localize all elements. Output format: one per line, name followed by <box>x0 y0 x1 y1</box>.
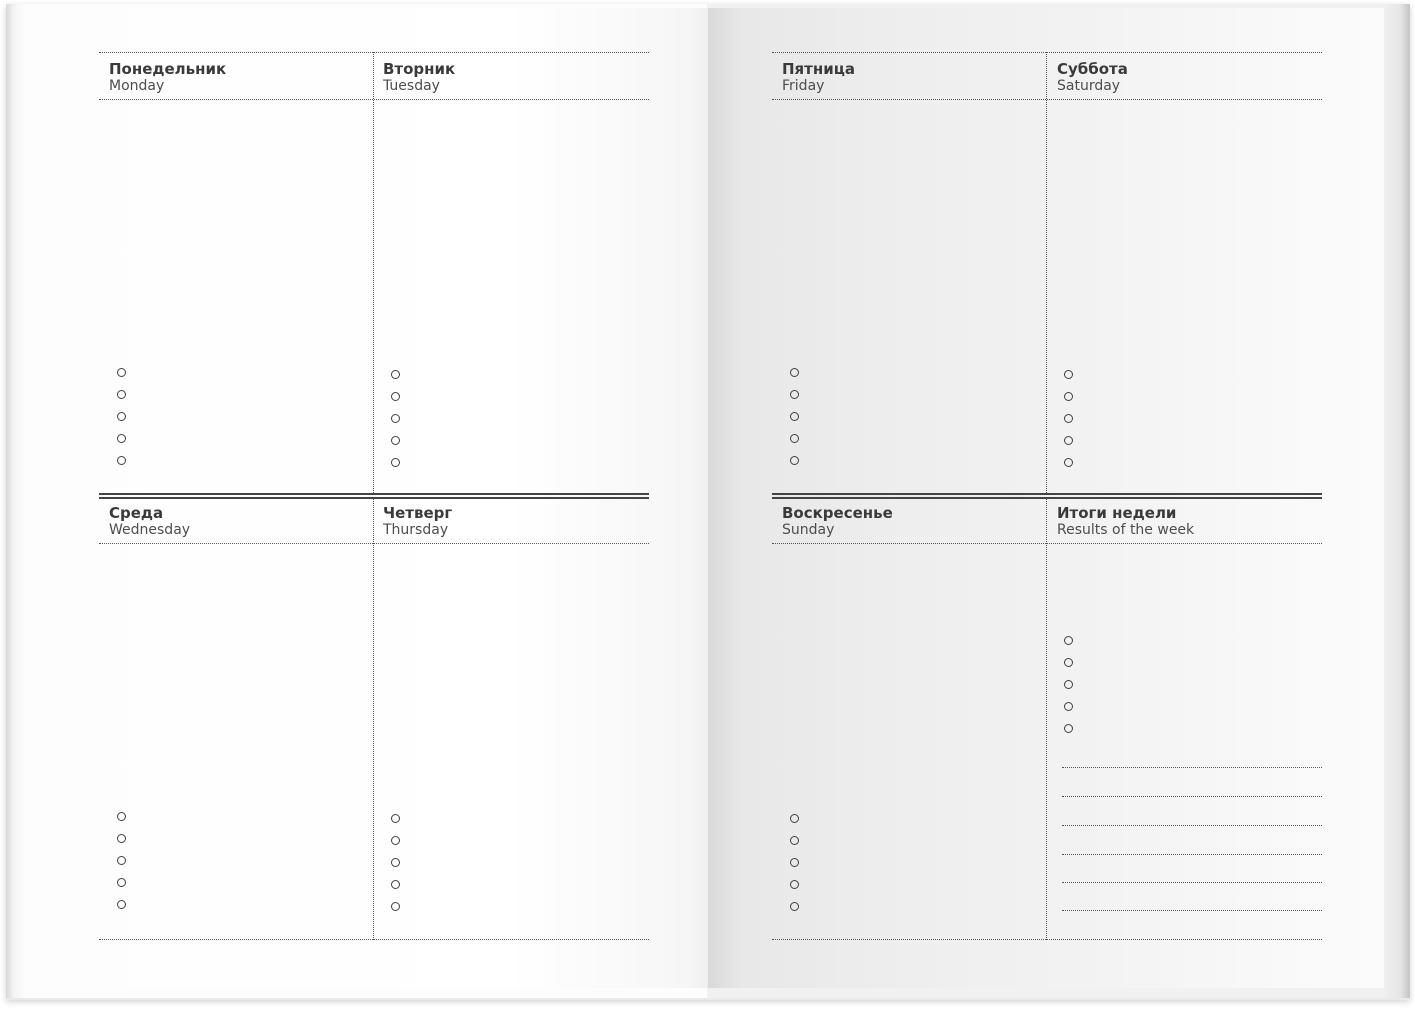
checkbox-circle[interactable] <box>391 880 400 889</box>
checkbox-circle[interactable] <box>1064 702 1073 711</box>
checkbox-circle[interactable] <box>1064 370 1073 379</box>
checkbox-circle[interactable] <box>1064 458 1073 467</box>
checkbox-circle[interactable] <box>117 900 126 909</box>
day-name-ru: Пятница <box>782 60 855 78</box>
column-divider <box>1046 52 1047 495</box>
checkbox-circle[interactable] <box>391 458 400 467</box>
header-dotted-rule <box>772 543 1322 544</box>
checkbox-circle[interactable] <box>391 902 400 911</box>
checkbox-circle[interactable] <box>790 836 799 845</box>
cell-header-sunday <box>782 504 893 539</box>
checkbox-circle[interactable] <box>117 368 126 377</box>
column-divider <box>373 499 374 940</box>
checkbox-circle[interactable] <box>117 856 126 865</box>
checkbox-circle[interactable] <box>790 858 799 867</box>
cell-header-saturday <box>1057 60 1128 95</box>
day-name-ru: Воскресенье <box>782 504 893 522</box>
top-dotted-rule <box>772 52 1322 53</box>
checkbox-circle[interactable] <box>1064 658 1073 667</box>
checkbox-circle[interactable] <box>117 412 126 421</box>
day-name-ru: Суббота <box>1057 60 1128 78</box>
cell-header-tuesday <box>383 60 455 95</box>
checkbox-circle[interactable] <box>790 456 799 465</box>
bottom-dotted-rule <box>772 939 1322 940</box>
checkbox-circle[interactable] <box>391 858 400 867</box>
checkbox-circle[interactable] <box>117 434 126 443</box>
checkbox-circle[interactable] <box>790 434 799 443</box>
checkbox-circle[interactable] <box>117 812 126 821</box>
day-name-ru: Среда <box>109 504 164 522</box>
left-week-grid <box>99 50 649 942</box>
day-name-en: Sunday <box>782 522 835 538</box>
notes-line[interactable] <box>1062 825 1322 826</box>
day-name-ru: Итоги недели <box>1057 504 1177 522</box>
checkbox-circle[interactable] <box>1064 724 1073 733</box>
checkbox-circle[interactable] <box>391 370 400 379</box>
cell-header-week-results <box>1057 504 1194 539</box>
cell-header-friday <box>782 60 855 95</box>
checkbox-circle[interactable] <box>1064 392 1073 401</box>
cell-header-monday <box>109 60 226 95</box>
day-name-en: Friday <box>782 78 825 94</box>
checkbox-circle[interactable] <box>790 368 799 377</box>
checkbox-circle[interactable] <box>391 836 400 845</box>
day-name-en: Tuesday <box>383 78 440 94</box>
checkbox-circle[interactable] <box>117 878 126 887</box>
checkbox-circle[interactable] <box>790 412 799 421</box>
checkbox-circle[interactable] <box>790 902 799 911</box>
checkbox-circle[interactable] <box>117 834 126 843</box>
header-dotted-rule <box>772 99 1322 100</box>
column-divider <box>1046 499 1047 940</box>
top-dotted-rule <box>99 52 649 53</box>
header-dotted-rule <box>99 543 649 544</box>
day-name-ru: Вторник <box>383 60 456 78</box>
mid-double-rule <box>99 493 649 499</box>
day-name-en: Saturday <box>1057 78 1121 94</box>
checkbox-circle[interactable] <box>117 390 126 399</box>
checkbox-circle[interactable] <box>790 390 799 399</box>
day-name-en: Monday <box>109 78 165 94</box>
column-divider <box>373 52 374 495</box>
checkbox-circle[interactable] <box>790 880 799 889</box>
notes-line[interactable] <box>1062 796 1322 797</box>
day-name-ru: Четверг <box>383 504 453 522</box>
notes-line[interactable] <box>1062 767 1322 768</box>
checkbox-circle[interactable] <box>790 814 799 823</box>
checkbox-circle[interactable] <box>117 456 126 465</box>
mid-double-rule <box>772 493 1322 499</box>
checkbox-circle[interactable] <box>1064 436 1073 445</box>
header-dotted-rule <box>99 99 649 100</box>
day-name-ru: Понедельник <box>109 60 227 78</box>
day-name-en: Thursday <box>383 522 449 538</box>
checkbox-circle[interactable] <box>1064 680 1073 689</box>
day-name-en: Results of the week <box>1057 522 1195 538</box>
day-name-en: Wednesday <box>109 522 191 538</box>
right-week-grid <box>772 50 1322 942</box>
notes-line[interactable] <box>1062 854 1322 855</box>
checkbox-circle[interactable] <box>391 414 400 423</box>
bottom-dotted-rule <box>99 939 649 940</box>
checkbox-circle[interactable] <box>391 814 400 823</box>
checkbox-circle[interactable] <box>1064 414 1073 423</box>
checkbox-circle[interactable] <box>391 392 400 401</box>
checkbox-circle[interactable] <box>391 436 400 445</box>
cell-header-thursday <box>383 504 452 539</box>
notes-line[interactable] <box>1062 910 1322 911</box>
notes-line[interactable] <box>1062 882 1322 883</box>
checkbox-circle[interactable] <box>1064 636 1073 645</box>
cell-header-wednesday <box>109 504 190 539</box>
